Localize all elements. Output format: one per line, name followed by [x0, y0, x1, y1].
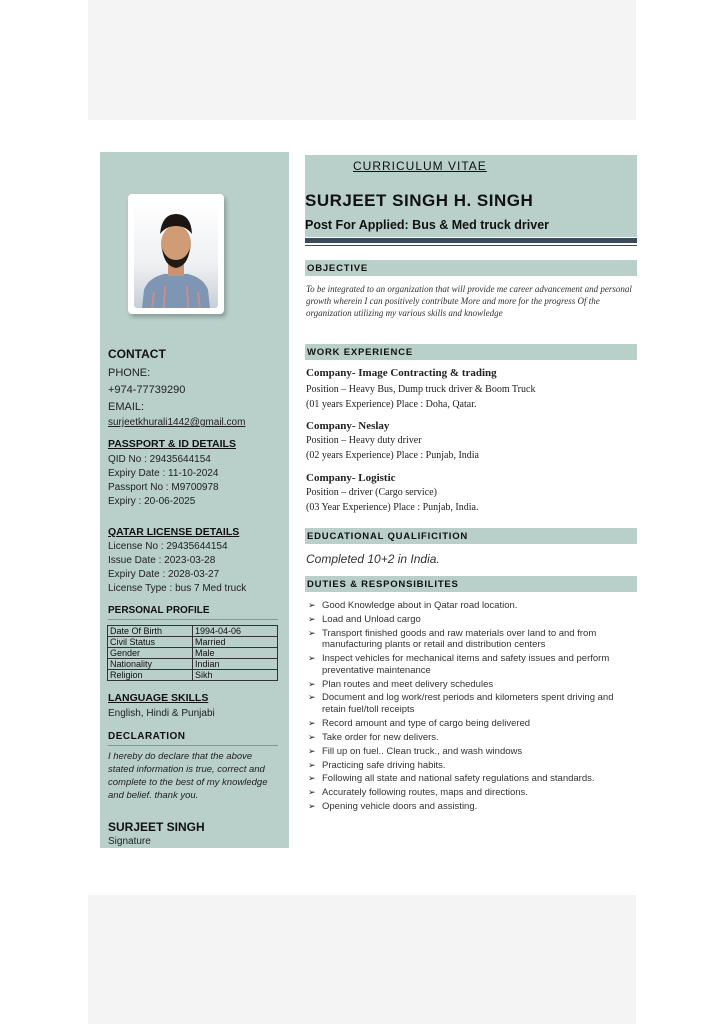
job-company: Company- Logistic	[306, 472, 396, 484]
cv-title: CURRICULUM VITAE	[353, 159, 487, 173]
phone-label: PHONE:	[108, 367, 151, 379]
profile-label: Nationality	[108, 659, 193, 670]
phone-number: +974-77739290	[108, 384, 186, 396]
profile-label: Civil Status	[108, 637, 193, 648]
objective-heading: OBJECTIVE	[307, 263, 369, 274]
list-item: ➢ Fill up on fuel.. Clean truck., and wash windows	[306, 746, 638, 758]
section-bar-objective	[305, 260, 637, 276]
license-heading: QATAR LICENSE DETAILS	[108, 526, 240, 538]
job-position: Position – Heavy Bus, Dump truck driver & Boom Truck	[306, 384, 536, 395]
profile-value: 1994-04-06	[193, 626, 278, 637]
license-line: Issue Date : 2023-03-28	[108, 555, 216, 566]
section-bar-duties	[305, 576, 637, 592]
passport-line: Expiry : 20-06-2025	[108, 496, 196, 507]
section-bar-work	[305, 344, 637, 360]
list-item: ➢ Transport finished goods and raw materials over land to and from manufacturing plants or retail and distribution centers	[306, 628, 638, 651]
profile-heading: PERSONAL PROFILE	[108, 605, 210, 616]
job-position: Position – Heavy duty driver	[306, 435, 422, 446]
job-detail: (01 years Experience) Place : Doha, Qatar.	[306, 399, 477, 410]
passport-line: Passport No : M9700978	[108, 482, 219, 493]
table-row	[108, 670, 278, 681]
license-line: License No : 29435644154	[108, 541, 228, 552]
profile-value: Male	[193, 648, 278, 659]
duties-list	[306, 600, 638, 815]
list-item: ➢ Accurately following routes, maps and directions.	[306, 787, 638, 799]
personal-profile-table	[107, 625, 278, 681]
duties-heading: DUTIES & RESPONSIBILITES	[307, 579, 459, 590]
passport-line: QID No : 29435644154	[108, 454, 211, 465]
person-photo-icon	[134, 200, 218, 308]
list-item: ➢ Take order for new delivers.	[306, 732, 638, 744]
profile-photo-frame	[128, 194, 224, 314]
list-item: ➢ Practicing safe driving habits.	[306, 760, 638, 772]
list-item: ➢ Inspect vehicles for mechanical items and safety issues and perform preventative maintenance	[306, 653, 638, 676]
list-item: ➢ Load and Unload cargo	[306, 614, 638, 626]
contact-heading: CONTACT	[108, 347, 166, 361]
header-rule-thin	[305, 245, 637, 246]
profile-value: Sikh	[193, 670, 278, 681]
list-item: ➢ Good Knowledge about in Qatar road location.	[306, 600, 638, 612]
table-row	[108, 648, 278, 659]
list-item: ➢ Plan routes and meet delivery schedules	[306, 679, 638, 691]
table-row	[108, 626, 278, 637]
email-link[interactable]: surjeetkhurali1442@gmail.com	[108, 417, 246, 428]
job-company: Company- Image Contracting & trading	[306, 367, 497, 379]
profile-label: Date Of Birth	[108, 626, 193, 637]
list-item: ➢ Opening vehicle doors and assisting.	[306, 801, 638, 813]
job-detail: (03 Year Experience) Place : Punjab, India.	[306, 502, 479, 513]
license-line: License Type : bus 7 Med truck	[108, 583, 247, 594]
declaration-heading: DECLARATION	[108, 731, 186, 742]
job-position: Position – driver (Cargo service)	[306, 487, 437, 498]
objective-text: To be integrated to an organization that will provide me career advancement and personal growth wherein I can positively contribute More and more for the progress Of the organization utilizing my various skills and knowledge	[306, 284, 632, 318]
profile-value: Married	[193, 637, 278, 648]
list-item: ➢ Document and log work/rest periods and kilometers spent driving and retain fuel/toll receipts	[306, 692, 638, 715]
work-heading: WORK EXPERIENCE	[307, 347, 413, 358]
name-band	[305, 177, 637, 237]
job-company: Company- Neslay	[306, 420, 390, 432]
list-item: ➢ Record amount and type of cargo being delivered	[306, 718, 638, 730]
table-row	[108, 659, 278, 670]
header-rule	[305, 238, 637, 243]
education-text: Completed 10+2 in India.	[306, 552, 440, 566]
cv-title-bar	[305, 155, 637, 177]
signature-label: Signature	[108, 836, 151, 847]
profile-label: Gender	[108, 648, 193, 659]
job-detail: (02 years Experience) Place : Punjab, India	[306, 450, 479, 461]
post-applied: Post For Applied: Bus & Med truck driver	[305, 218, 550, 232]
top-margin-band	[88, 0, 636, 120]
language-text: English, Hindi & Punjabi	[108, 708, 215, 719]
signature-name: SURJEET SINGH	[108, 820, 205, 834]
profile-photo	[134, 200, 218, 308]
passport-line: Expiry Date : 11-10-2024	[108, 468, 219, 479]
profile-divider	[108, 619, 278, 620]
license-line: Expiry Date : 2028-03-27	[108, 569, 220, 580]
email-label: EMAIL:	[108, 401, 145, 413]
list-item: ➢ Following all state and national safety regulations and standards.	[306, 773, 638, 785]
profile-value: Indian	[193, 659, 278, 670]
candidate-name: SURJEET SINGH H. SINGH	[305, 191, 534, 210]
declaration-divider	[108, 745, 278, 746]
resume-page	[100, 152, 637, 852]
declaration-text: I hereby do declare that the above stated information is true, correct and complete to the best of my knowledge and belief. thank you.	[108, 751, 268, 801]
sidebar	[100, 152, 289, 848]
table-row	[108, 637, 278, 648]
education-heading: EDUCATIONAL QUALIFICITION	[307, 531, 469, 542]
profile-label: Religion	[108, 670, 193, 681]
bottom-margin-band	[88, 895, 636, 1024]
section-bar-education	[305, 528, 637, 544]
language-heading: LANGUAGE SKILLS	[108, 692, 209, 704]
passport-heading: PASSPORT & ID DETAILS	[108, 438, 236, 450]
